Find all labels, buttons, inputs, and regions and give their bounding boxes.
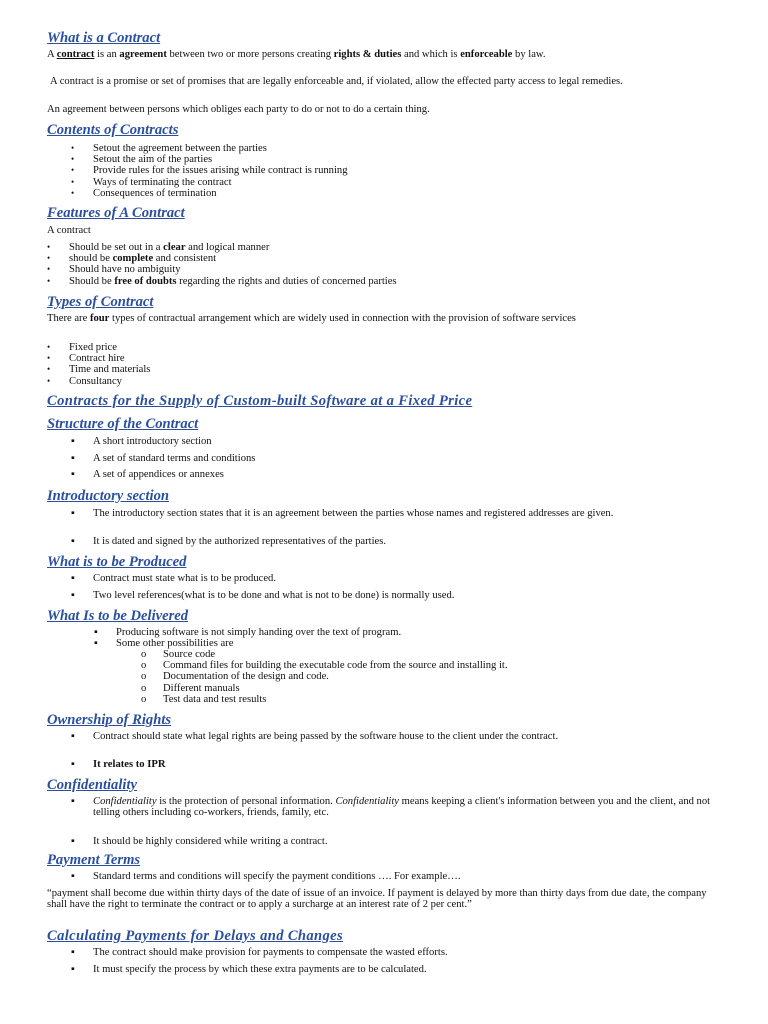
circle-bullet-icon: o bbox=[141, 693, 147, 705]
sub-list-item bbox=[141, 660, 508, 672]
list-item-text: Source code bbox=[163, 649, 216, 660]
bullet-icon: • bbox=[71, 176, 75, 187]
text: types of contractual arrangement which are widely used in connection with the provision of software services bbox=[109, 313, 576, 324]
list-item bbox=[71, 176, 348, 188]
text: between two or more persons creating bbox=[166, 49, 334, 60]
term-contract: contract bbox=[56, 49, 95, 60]
list-item bbox=[71, 165, 348, 177]
heading-contents-of-contracts: Contents of Contracts bbox=[47, 122, 179, 138]
heading-introductory-section: Introductory section bbox=[47, 488, 170, 504]
list-item-text: Producing software is not simply handing over the text of program. bbox=[116, 627, 402, 638]
list-item bbox=[71, 143, 348, 154]
heading-ownership-of-rights: Ownership of Rights bbox=[47, 712, 172, 728]
list-item bbox=[47, 242, 397, 253]
list-item-text: Documentation of the design and code. bbox=[163, 671, 329, 683]
payment-list bbox=[71, 871, 461, 888]
dash-bullet-icon: ▪ bbox=[71, 452, 75, 464]
list-item bbox=[71, 452, 256, 470]
list-item-text: It should be highly considered while writing a contract. bbox=[93, 835, 328, 847]
list-item-text: It relates to IPR bbox=[93, 759, 166, 770]
delivered-sublist bbox=[141, 649, 508, 705]
bullet-icon: • bbox=[47, 375, 51, 386]
text: There are bbox=[47, 313, 90, 324]
heading-what-is-a-contract: What is a Contract bbox=[47, 30, 161, 46]
list-item bbox=[71, 536, 713, 553]
list-item-text: Consequences of termination bbox=[93, 187, 217, 199]
list-item bbox=[71, 731, 713, 759]
heading-confidentiality: Confidentiality bbox=[47, 777, 137, 793]
list-item-text: Different manuals bbox=[163, 682, 240, 694]
list-item bbox=[47, 375, 150, 387]
agreement-paragraph: An agreement between persons which obliges each party to do or not to do a certain thing. bbox=[47, 104, 430, 115]
heading-what-is-to-be-produced: What is to be Produced bbox=[47, 554, 187, 570]
heading-custom-built-software: Contracts for the Supply of Custom-built Software at a Fixed Price bbox=[47, 393, 473, 409]
text: and which is bbox=[401, 49, 461, 60]
list-item bbox=[71, 947, 448, 964]
list-item-text: Fixed price bbox=[69, 342, 117, 353]
list-item bbox=[71, 589, 455, 607]
list-item bbox=[47, 364, 151, 376]
emphasis: Confidentiality bbox=[93, 796, 157, 807]
list-item bbox=[71, 759, 713, 776]
term-rights-duties: rights & duties bbox=[333, 49, 402, 60]
bullet-icon: • bbox=[71, 187, 75, 198]
list-item-text: Time and materials bbox=[69, 364, 151, 376]
dash-bullet-icon: ▪ bbox=[71, 436, 75, 447]
dash-bullet-icon: ▪ bbox=[71, 589, 75, 601]
dash-bullet-icon: ▪ bbox=[94, 627, 98, 638]
circle-bullet-icon: o bbox=[141, 660, 147, 672]
delivered-list bbox=[94, 627, 402, 650]
dash-bullet-icon: ▪ bbox=[71, 508, 75, 519]
text: means keeping a client's information between you and the client, and not telling others including co-workers, friends, family, etc. bbox=[93, 796, 711, 819]
list-item-text: Contract should state what legal rights are being passed by the software house to the client under the contract. bbox=[93, 731, 559, 742]
list-item bbox=[71, 963, 448, 981]
list-item bbox=[94, 638, 401, 650]
list-item-text: Two level references(what is to be done and what is not to be done) is normally used. bbox=[93, 589, 455, 601]
term-agreement: agreement bbox=[119, 49, 167, 60]
list-item-text: The introductory section states that it is an agreement between the parties whose names and registered addresses are given. bbox=[93, 508, 614, 519]
ownership-list bbox=[71, 731, 713, 776]
types-list bbox=[47, 342, 151, 387]
term-enforceable: enforceable bbox=[460, 49, 513, 60]
bullet-icon: • bbox=[71, 165, 75, 176]
heading-structure-of-the-contract: Structure of the Contract bbox=[47, 416, 199, 432]
heading-what-is-to-be-delivered: What Is to be Delivered bbox=[47, 608, 189, 624]
list-item bbox=[71, 796, 713, 836]
bullet-icon: • bbox=[47, 342, 51, 352]
list-item bbox=[71, 187, 348, 199]
list-item-text: Command files for building the executable code from the source and installing it. bbox=[163, 660, 508, 672]
promise-paragraph: A contract is a promise or set of promises that are legally enforceable and, if violated, allow the effected party access to legal remedies. bbox=[50, 76, 623, 87]
sub-list-item bbox=[141, 649, 508, 660]
list-item-text: Setout the aim of the parties bbox=[93, 154, 213, 166]
structure-list bbox=[71, 436, 256, 486]
list-item bbox=[71, 871, 461, 888]
text: Should have no ambiguity bbox=[69, 264, 181, 276]
contents-list bbox=[71, 143, 348, 199]
features-intro: A contract bbox=[47, 225, 91, 236]
list-item bbox=[47, 253, 397, 265]
bullet-icon: • bbox=[71, 143, 75, 153]
list-item-text: The contract should make provision for payments to compensate the wasted efforts. bbox=[93, 947, 448, 958]
produced-list bbox=[71, 573, 455, 606]
list-item-text: Ways of terminating the contract bbox=[93, 176, 232, 188]
dash-bullet-icon: ▪ bbox=[94, 638, 98, 650]
calculating-list bbox=[71, 947, 448, 980]
list-item-text: Contract must state what is to be produced. bbox=[93, 573, 276, 584]
list-item bbox=[47, 342, 150, 353]
emphasis: clear bbox=[163, 242, 186, 253]
list-item bbox=[47, 353, 150, 365]
emphasis: Confidentiality bbox=[335, 796, 399, 807]
list-item bbox=[47, 264, 397, 276]
bullet-icon: • bbox=[71, 154, 75, 165]
confidentiality-list bbox=[71, 796, 713, 852]
list-item bbox=[71, 469, 255, 486]
dash-bullet-icon: ▪ bbox=[71, 947, 75, 958]
list-item bbox=[71, 154, 348, 166]
text: regarding the rights and duties of concerned parties bbox=[176, 275, 397, 287]
list-item-text: Consultancy bbox=[69, 375, 122, 387]
list-item-text: Some other possibilities are bbox=[116, 638, 234, 650]
sub-list-item bbox=[141, 682, 508, 694]
payment-quote: “payment shall become due within thirty days of the date of issue of an invoice. If payment is delayed by more than thirty days from due date, the company shall have the right to terminate the contract or to apply a surcharge at an interest rate of 2 per cent.” bbox=[47, 888, 707, 911]
list-item bbox=[47, 275, 397, 287]
bullet-icon: • bbox=[47, 275, 51, 286]
list-item-text: It is dated and signed by the authorized representatives of the parties. bbox=[93, 536, 386, 547]
bullet-icon: • bbox=[47, 264, 51, 275]
heading-types-of-contract: Types of Contract bbox=[47, 294, 154, 310]
heading-calculating-payments: Calculating Payments for Delays and Changes bbox=[47, 928, 344, 944]
emphasis: free of doubts bbox=[114, 275, 177, 287]
emphasis: four bbox=[89, 313, 110, 324]
list-item-text: A short introductory section bbox=[93, 436, 212, 447]
introductory-list bbox=[71, 508, 713, 553]
list-item bbox=[94, 627, 402, 638]
list-item-text: A set of appendices or annexes bbox=[93, 469, 224, 481]
dash-bullet-icon: ▪ bbox=[71, 835, 75, 847]
emphasis: complete bbox=[112, 253, 154, 265]
list-item-text: Setout the agreement between the parties bbox=[93, 143, 267, 154]
bullet-icon: • bbox=[47, 353, 51, 364]
text: is the protection of personal information. bbox=[156, 796, 336, 807]
list-item-text: Standard terms and conditions will specify the payment conditions …. For example…. bbox=[93, 871, 461, 882]
circle-bullet-icon: o bbox=[141, 671, 147, 683]
sub-list-item bbox=[141, 671, 508, 683]
list-item-text: A set of standard terms and conditions bbox=[93, 452, 256, 464]
bullet-icon: • bbox=[47, 253, 51, 264]
list-item-text: Provide rules for the issues arising while contract is running bbox=[93, 165, 348, 177]
list-item bbox=[71, 573, 454, 590]
bullet-icon: • bbox=[47, 364, 51, 375]
list-item-text: It must specify the process by which these extra payments are to be calculated. bbox=[93, 963, 427, 975]
bullet-icon: • bbox=[47, 242, 51, 252]
text: by law. bbox=[512, 49, 546, 60]
dash-bullet-icon: ▪ bbox=[71, 731, 75, 742]
heading-features-of-a-contract: Features of A Contract bbox=[47, 205, 185, 221]
list-item bbox=[71, 436, 255, 453]
text: Should be set out in a bbox=[69, 242, 164, 253]
sub-list-item bbox=[141, 693, 508, 705]
text: and consistent bbox=[153, 253, 217, 265]
circle-bullet-icon: o bbox=[141, 649, 147, 660]
text: should be bbox=[69, 253, 113, 265]
text: is an bbox=[94, 49, 120, 60]
list-item-text: Contract hire bbox=[69, 353, 125, 365]
text: Should be bbox=[69, 275, 115, 287]
dash-bullet-icon: ▪ bbox=[71, 796, 75, 807]
dash-bullet-icon: ▪ bbox=[71, 573, 75, 584]
list-item-text: Test data and test results bbox=[163, 693, 267, 705]
dash-bullet-icon: ▪ bbox=[71, 536, 75, 547]
dash-bullet-icon: ▪ bbox=[71, 871, 75, 882]
text: and logical manner bbox=[185, 242, 270, 253]
text: A bbox=[47, 49, 57, 60]
definition-paragraph bbox=[47, 49, 667, 60]
heading-payment-terms: Payment Terms bbox=[47, 852, 141, 868]
dash-bullet-icon: ▪ bbox=[71, 963, 75, 975]
dash-bullet-icon: ▪ bbox=[71, 469, 75, 481]
features-list bbox=[47, 242, 397, 287]
list-item bbox=[71, 835, 713, 853]
types-intro bbox=[47, 313, 717, 324]
circle-bullet-icon: o bbox=[141, 682, 147, 694]
dash-bullet-icon: ▪ bbox=[71, 759, 75, 770]
list-item bbox=[71, 508, 713, 536]
